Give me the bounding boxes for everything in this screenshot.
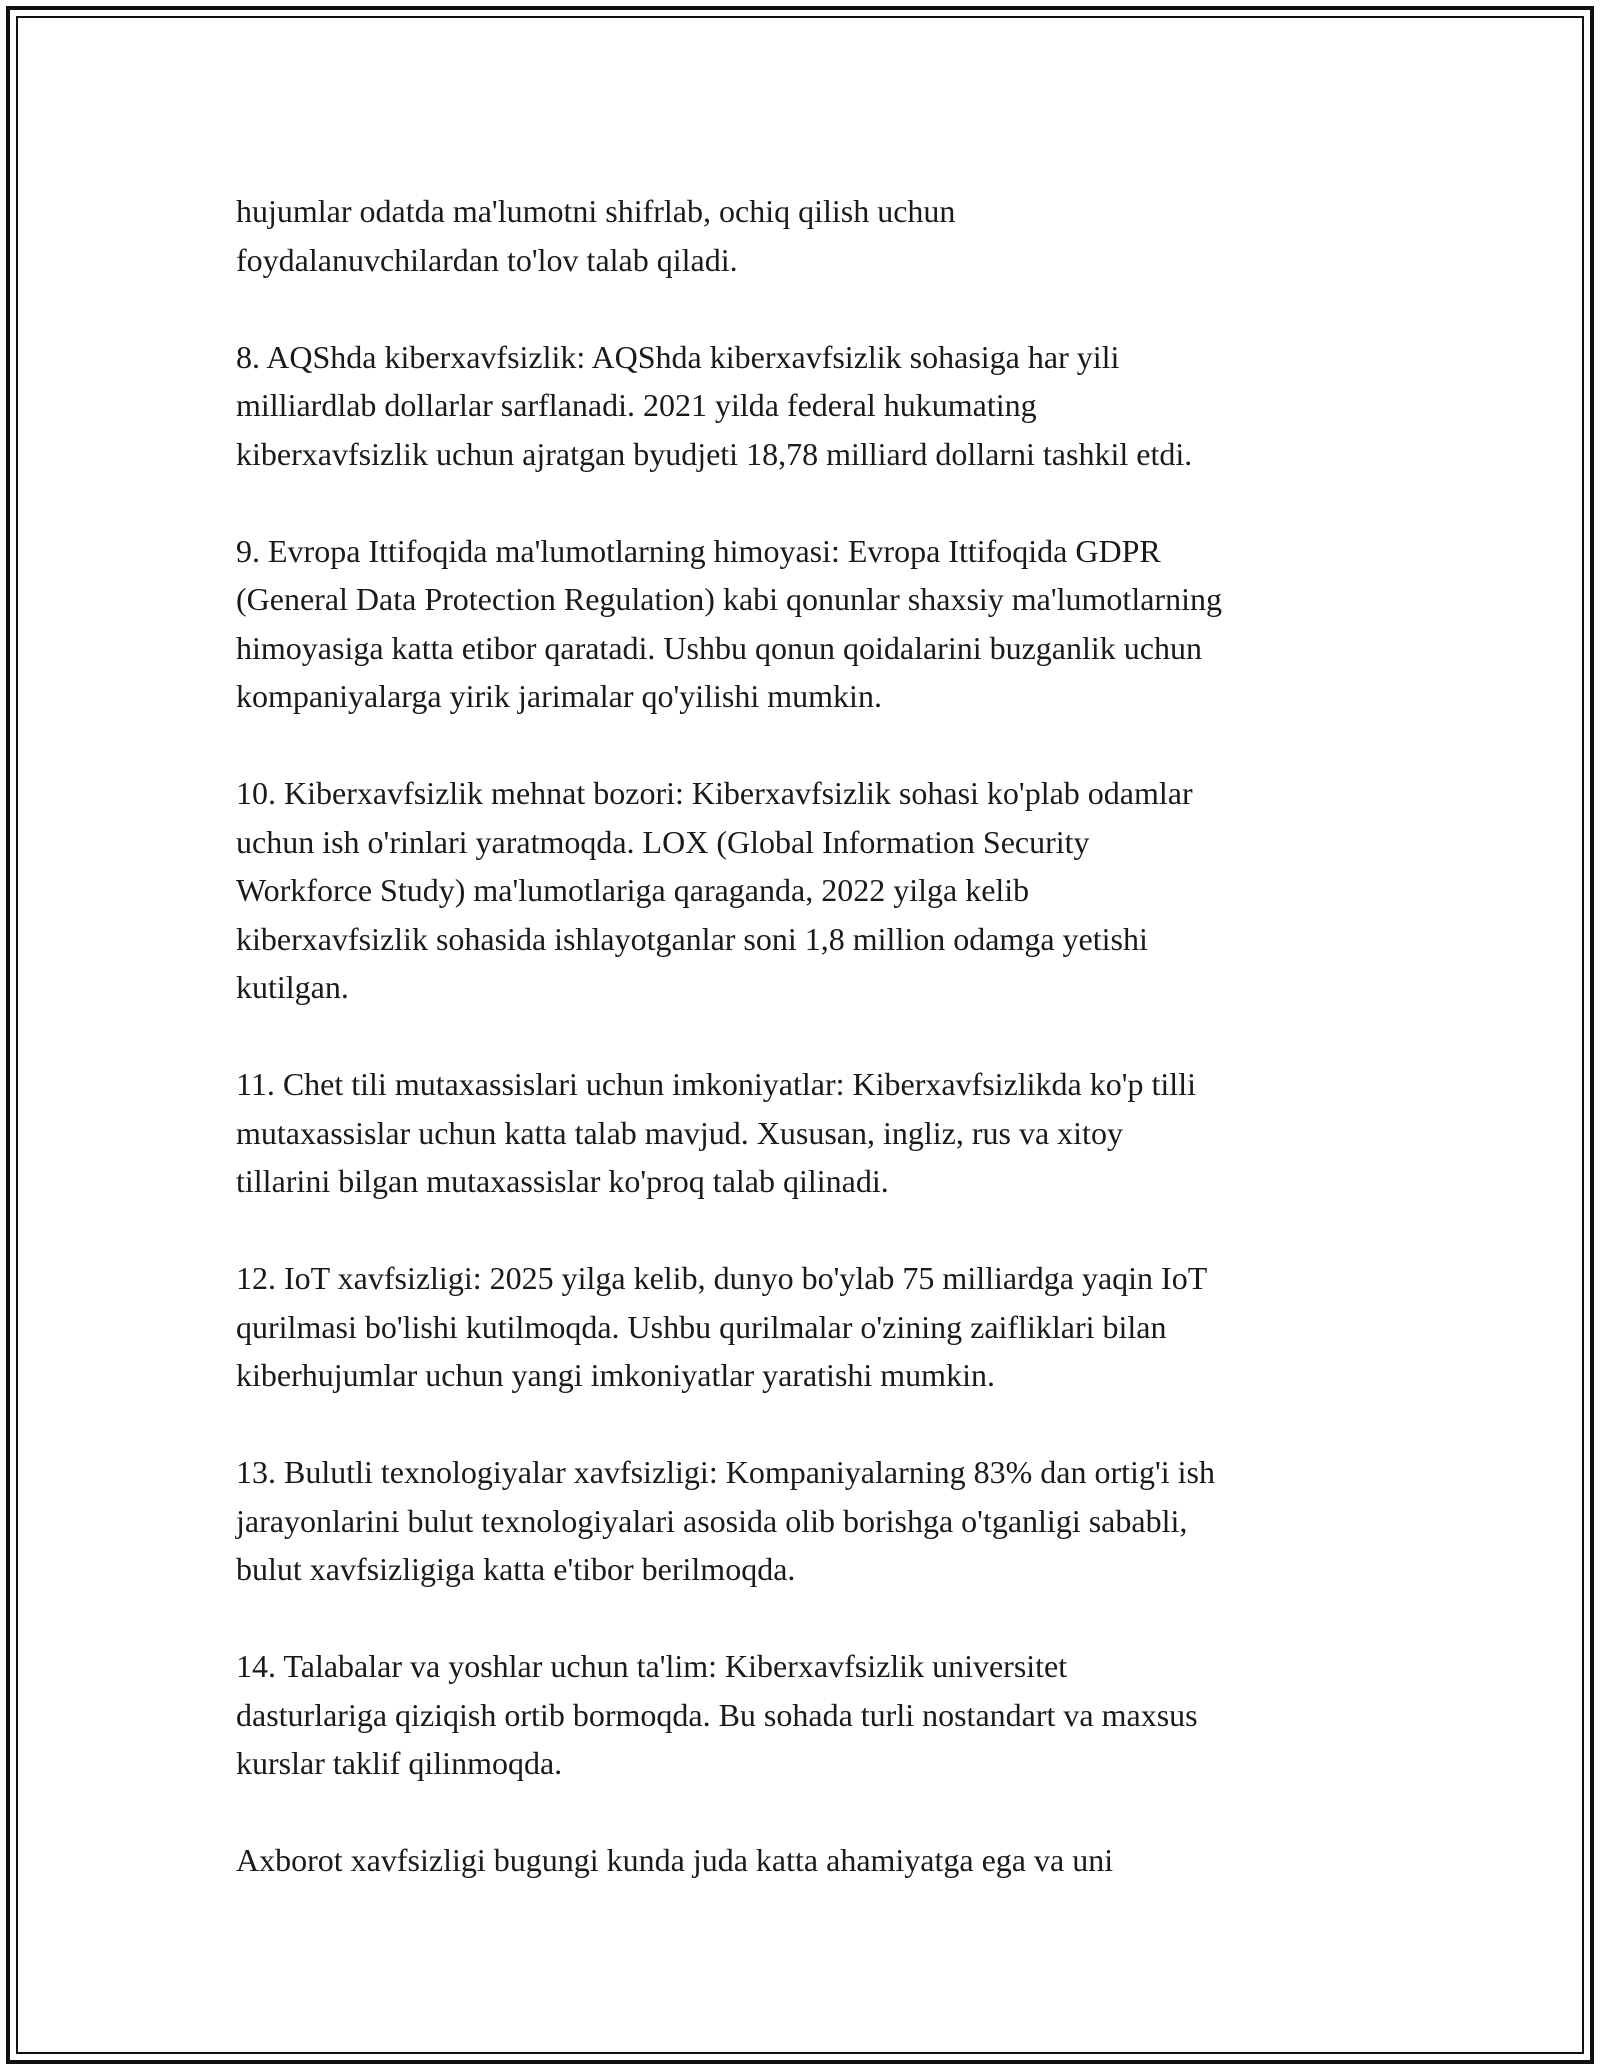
paragraph-item-10 [236,769,1386,1012]
text-line: 12. IoT xavfsizligi: 2025 yilga kelib, dunyo bo'ylab 75 milliardga yaqin IoT [236,1260,1208,1296]
text-line: kiberxavfsizlik uchun ajratgan byudjeti 18,78 milliard dollarni tashkil etdi. [236,435,1193,472]
text-line: dasturlariga qiziqish ortib bormoqda. Bu sohada turli nostandart va maxsus [236,1696,1198,1733]
text-line: 9. Evropa Ittifoqida ma'lumotlarning himoyasi: Evropa Ittifoqida GDPR [236,532,1161,569]
document-body [236,187,1386,1885]
text-line: Axborot xavfsizligi bugungi kunda juda katta ahamiyatga ega va uni [236,1842,1114,1878]
paragraph-item-8 [236,333,1386,479]
text-line: jarayonlarini bulut texnologiyalari asosida olib borishga o'tganligi sababli, [236,1502,1188,1539]
text-line: 10. Kiberxavfsizlik mehnat bozori: Kiberxavfsizlik sohasi ko'plab odamlar [236,775,1193,811]
text-line: 13. Bulutli texnologiyalar xavfsizligi: Kompaniyalarning 83% dan ortig'i ish [236,1454,1215,1490]
text-line: himoyasiga katta etibor qaratadi. Ushbu qonun qoidalarini buzganlik uchun [236,629,1202,666]
text-line: kiberxavfsizlik sohasida ishlayotganlar soni 1,8 million odamga yetishi [236,920,1148,957]
paragraph-item-14 [236,1642,1386,1788]
text-line: kutilgan. [236,969,349,1005]
text-line: kurslar taklif qilinmoqda. [236,1745,563,1781]
paragraph-item-11 [236,1060,1386,1206]
text-line: tillarini bilgan mutaxassislar ko'proq talab qilinadi. [236,1163,889,1199]
text-line: hujumlar odatda ma'lumotni shifrlab, ochiq qilish uchun [236,193,956,229]
paragraph-continuation [236,187,1386,284]
paragraph-item-13 [236,1448,1386,1594]
text-line: 14. Talabalar va yoshlar uchun ta'lim: Kiberxavfsizlik universitet [236,1648,1068,1684]
text-line: foydalanuvchilardan to'lov talab qiladi. [236,241,738,278]
text-line: (General Data Protection Regulation) kabi qonunlar shaxsiy ma'lumotlarning [236,581,1222,617]
text-line: mutaxassislar uchun katta talab mavjud. Xususan, ingliz, rus va xitoy [236,1114,1123,1151]
text-line: Workforce Study) ma'lumotlariga qaraganda, 2022 yilga kelib [236,872,1030,908]
paragraph-item-12 [236,1254,1386,1400]
text-line: uchun ish o'rinlari yaratmoqda. LOX (Global Information Security [236,823,1090,860]
text-line: bulut xavfsizligiga katta e'tibor berilmoqda. [236,1551,796,1587]
text-line: 8. AQShda kiberxavfsizlik: AQShda kiberxavfsizlik sohasiga har yili [236,338,1120,375]
text-line: kiberhujumlar uchun yangi imkoniyatlar yaratishi mumkin. [236,1357,995,1393]
text-line: milliardlab dollarlar sarflanadi. 2021 yilda federal hukumating [236,387,1037,423]
paragraph-conclusion [236,1836,1386,1885]
text-line: 11. Chet tili mutaxassislari uchun imkoniyatlar: Kiberxavfsizlikda ko'p tilli [236,1066,1196,1102]
text-line: kompaniyalarga yirik jarimalar qo'yilishi mumkin. [236,678,882,714]
text-line: qurilmasi bo'lishi kutilmoqda. Ushbu qurilmalar o'zining zaifliklari bilan [236,1308,1167,1345]
paragraph-item-9 [236,527,1386,721]
